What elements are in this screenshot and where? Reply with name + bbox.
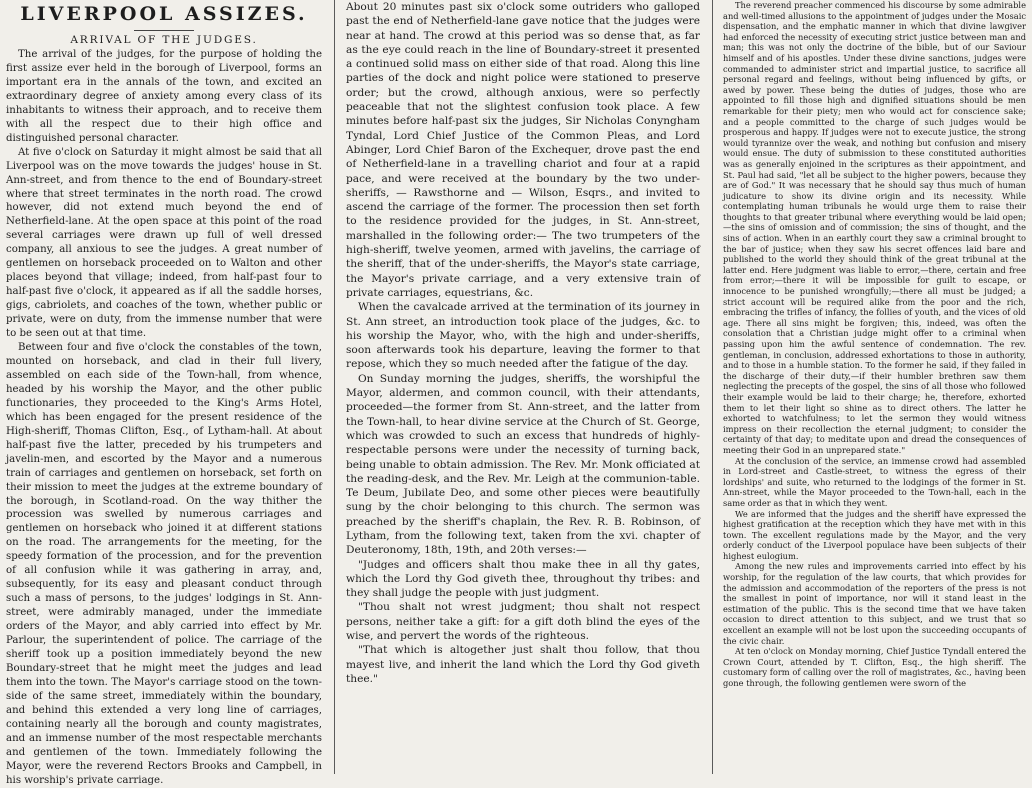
paragraph: When the cavalcade arrived at the termination of its journey in St. Ann street, an introduction took place of the judges, &c. to his worship the Mayor, who, with the high and under-sheriffs, soon afterwards took his departure, leaving the former to that repose, which they so much needed after the fatigue of the day. xyxy=(346,301,700,371)
article-title: LIVERPOOL ASSIZES. xyxy=(20,3,308,25)
column-3 xyxy=(716,0,1032,774)
paragraph: We are informed that the judges and the sheriff have expressed the highest gratification at the reception which they have met with in this town. The excellent regulations made by the Mayor, and the very orderly conduct of the Liverpool populace have been subjects of their highest eulogium. xyxy=(723,508,1026,561)
column-rule xyxy=(712,0,713,774)
column-2 xyxy=(338,0,708,774)
article-subtitle: ARRIVAL OF THE JUDGES. xyxy=(70,34,258,46)
paragraph: At ten o'clock on Monday morning, Chief Justice Tyndall entered the Crown Court, attended by T. Clifton, Esq., the high sheriff. The customary form of calling over the roll of magistrates, &c., having been gone through, the following gentlemen were sworn of the xyxy=(723,646,1026,688)
scripture-quote: "Thou shalt not wrest judgment; thou shalt not respect persons, neither take a gift: for a gift doth blind the eyes of the wise, and pervert the words of the righteous. xyxy=(346,601,700,643)
column-rule xyxy=(334,0,335,774)
paragraph: On Sunday morning the judges, sheriffs, the worshipful the Mayor, aldermen, and common council, with their attendants, proceeded—the former from St. Ann-street, and the latter from the Town-hall, to hear divine service at the Church of St. George, which was crowded to such an excess that hundreds of highly-respectable persons were under the necessity of turning back, being unable to obtain admission. The Rev. Mr. Monk officiated at the reading-desk, and the Rev. Mr. Leigh at the communion-table. Te Deum, Jubilate Deo, and some other pieces were beautifully sung by the choir belonging to this church. The sermon was preached by the sheriff's chaplain, the Rev. R. B. Robinson, of Lytham, from the following text, taken from the xvi. chapter of Deuteronomy, 18th, 19th, and 20th verses:— xyxy=(346,372,700,557)
paragraph: The reverend preacher commenced his discourse by some admirable and well-timed allusions to the appointment of judges under the Mosaic dispensation, and the emphatic manner in which that divine lawgiver had enforced the necessity of executing strict justice between man and man; this was not only the doctrine of the bible, but of our Saviour himself and of his apostles. Under these divine sanctions, judges were commanded to administer strict and impartial justice, to sacrifice all personal regard and feelings, without being influenced by gifts, or awed by power. These being the duties of judges, those who are appointed to fill those high and dignified situations should be men remarkable for their piety; men who would act for conscience sake; and a people committed to the charge of such judges would be prosperous and happy. If judges were not to execute justice, the strong would tyrannize over the weak, and nothing but confusion and misery would ensue. The duty of submission to these constituted authorities was as generally enjoined in the scriptures as their appointment, and St. Paul had said, "let all be subject to the higher powers, because they are of God." It was necessary that he should say thus much of human judicature to show its divine origin and its necessity. While contemplating human tribunals he would urge them to raise their thoughts to that greater tribunal where everything would be laid open;—the sins of omission and of commission; the sins of thought, and the sins of action. When in an earthly court they saw a criminal brought to the bar of justice; when they saw his secret offences laid bare and published to the world they should think of the great tribunal at the latter end. Here judgment was liable to error,—there, certain and free from error;—there it will be impossible for guilt to escape, or innocence to be punished wrongfully;—there all must be judged; a strict account will be required alike from the poor and the rich, embracing the trifles of infancy, the follies of youth, and the vices of old age. There all sins might be forgiven; this, indeed, was often the consolation that a Christian judge might offer to a criminal when passing upon him the awful sentence of condemnation. The rev. gentleman, in conclusion, addressed exhortations to those in authority, and to those in a humble station. To the former he said, if they failed in the discharge of their duty,—if their humbler brethren saw them neglecting the precepts of the gospel, the sins of all those who followed their example would be laid to their charge; he, therefore, exhorted them to let their light so shine as to direct others. The latter he exhorted to watchfulness; to let the sermon they would witness impress on their recollection the eternal judgment; to consider the certainty of that day; to meditate upon and dread the consequences of meeting their God in an unprepared state." xyxy=(723,0,1026,455)
paragraph: About 20 minutes past six o'clock some outriders who galloped past the end of Netherfield-lane gave notice that the judges were near at hand. The crowd at this period was so dense that, as far as the eye could reach in the line of Boundary-street it presented a continued solid mass on either side of that road. Along this line parties of the dock and night police were stationed to preserve order; but the crowd, although anxious, were so perfectly peaceable that not the slightest confusion took place. A few minutes before half-past six the judges, Sir Nicholas Conyngham Tyndal, Lord Chief Justice of the Common Pleas, and Lord Abinger, Lord Chief Baron of the Exchequer, drove past the end of Netherfield-lane in a travelling chariot and four at a rapid pace, and were received at the boundary by the two under-sheriffs, — Rawsthorne and — Wilson, Esqrs., and invited to ascend the carriage of the former. The procession then set forth to the residence provided for the judges, in St. Ann-street, marshalled in the following order:— The two trumpeters of the high-sheriff, twelve yeomen, armed with javelins, the carriage of the sheriff, that of the under-sheriffs, the Mayor's state carriage, the Mayor's private carriage, and a very extensive train of private carriages, equestrians, &c. xyxy=(346,1,700,299)
paragraph: At five o'clock on Saturday it might almost be said that all Liverpool was on the move towards the judges' house in St. Ann-street, and from thence to the end of Boundary-street where that street terminates in the north road. The crowd however, did not extend much beyond the end of Netherfield-lane. At the open space at this point of the road several carriages were drawn up full of well dressed company, all anxious to see the judges. A great number of gentlemen on horseback proceeded on to Walton and other places beyond that village; indeed, from half-past four to half-past five o'clock, it appeared as if all the saddle horses, gigs, cabriolets, and coaches of the town, whether public or private, were on duty, from the immense number that were to be seen out at that time. xyxy=(6,146,322,340)
column-1 xyxy=(0,0,330,786)
paragraph: At the conclusion of the service, an immense crowd had assembled in Lord-street and Castle-street, to witness the egress of their lordships' and suite, who returned to the lodgings of the former in St. Ann-street, while the Mayor proceeded to the Town-hall, each in the same order as that in which they went. xyxy=(723,455,1026,508)
title-divider xyxy=(134,30,194,31)
paragraph: Between four and five o'clock the constables of the town, mounted on horseback, and clad in their full livery, assembled on each side of the Town-hall, from whence, headed by his worship the Mayor, and the other public functionaries, they proceeded to the King's Arms Hotel, which has been engaged for the present residence of the High-sheriff, Thomas Clifton, Esq., of Lytham-hall. At about half-past five the latter, preceded by his trumpeters and javelin-men, and escorted by the Mayor and a numerous train of carriages and gentlemen on horseback, set forth on their mission to meet the judges at the extreme boundary of the borough, in Scotland-road. On the way thither the procession was swelled by numerous carriages and gentlemen on horseback who joined it at different stations on the road. The arrangements for the meeting, for the speedy formation of the procession, and for the prevention of all confusion while it was gathering in array, and, subsequently, for its easy and pleasant conduct through such a mass of persons, to the judges' lodgings in St. Ann-street, were admirably managed, under the immediate orders of the Mayor, and ably carried into effect by Mr. Parlour, the superintendent of police. The carriage of the sheriff took up a position immediately beyond the new Boundary-street that he might meet the judges and lead them into the town. The Mayor's carriage stood on the town-side of the same street, immediately within the boundary, and behind this extended a very long line of carriages, containing nearly all the borough and county magistrates, and an immense number of the most respectable merchants and gentlemen of the town. Immediately following the Mayor, were the reverend Rectors Brooks and Campbell, in his worship's private carriage. xyxy=(6,342,322,786)
paragraph: The arrival of the judges, for the purpose of holding the first assize ever held in the borough of Liverpool, forms an important era in the annals of the town, and excited an extraordinary degree of anxiety among every class of its inhabitants to witness their approach, and to receive them with all the respect due to their high office and distinguished personal character. xyxy=(6,49,322,144)
scripture-quote: "That which is altogether just shalt thou follow, that thou mayest live, and inherit the land which the Lord thy God giveth thee." xyxy=(346,644,700,685)
paragraph: Among the new rules and improvements carried into effect by his worship, for the regulation of the law courts, that which provides for the admission and accommodation of the reporters of the press is not the smallest in point of importance, nor will it stand least in the estimation of the public. This is the second time that we have taken occasion to direct attention to this subject, and we trust that so excellent an example will not be lost upon the succeeding occupants of the civic chair. xyxy=(723,561,1026,646)
scripture-quote: "Judges and officers shalt thou make thee in all thy gates, which the Lord thy God giveth thee, throughout thy tribes: and they shall judge the people with just judgment. xyxy=(346,558,700,600)
